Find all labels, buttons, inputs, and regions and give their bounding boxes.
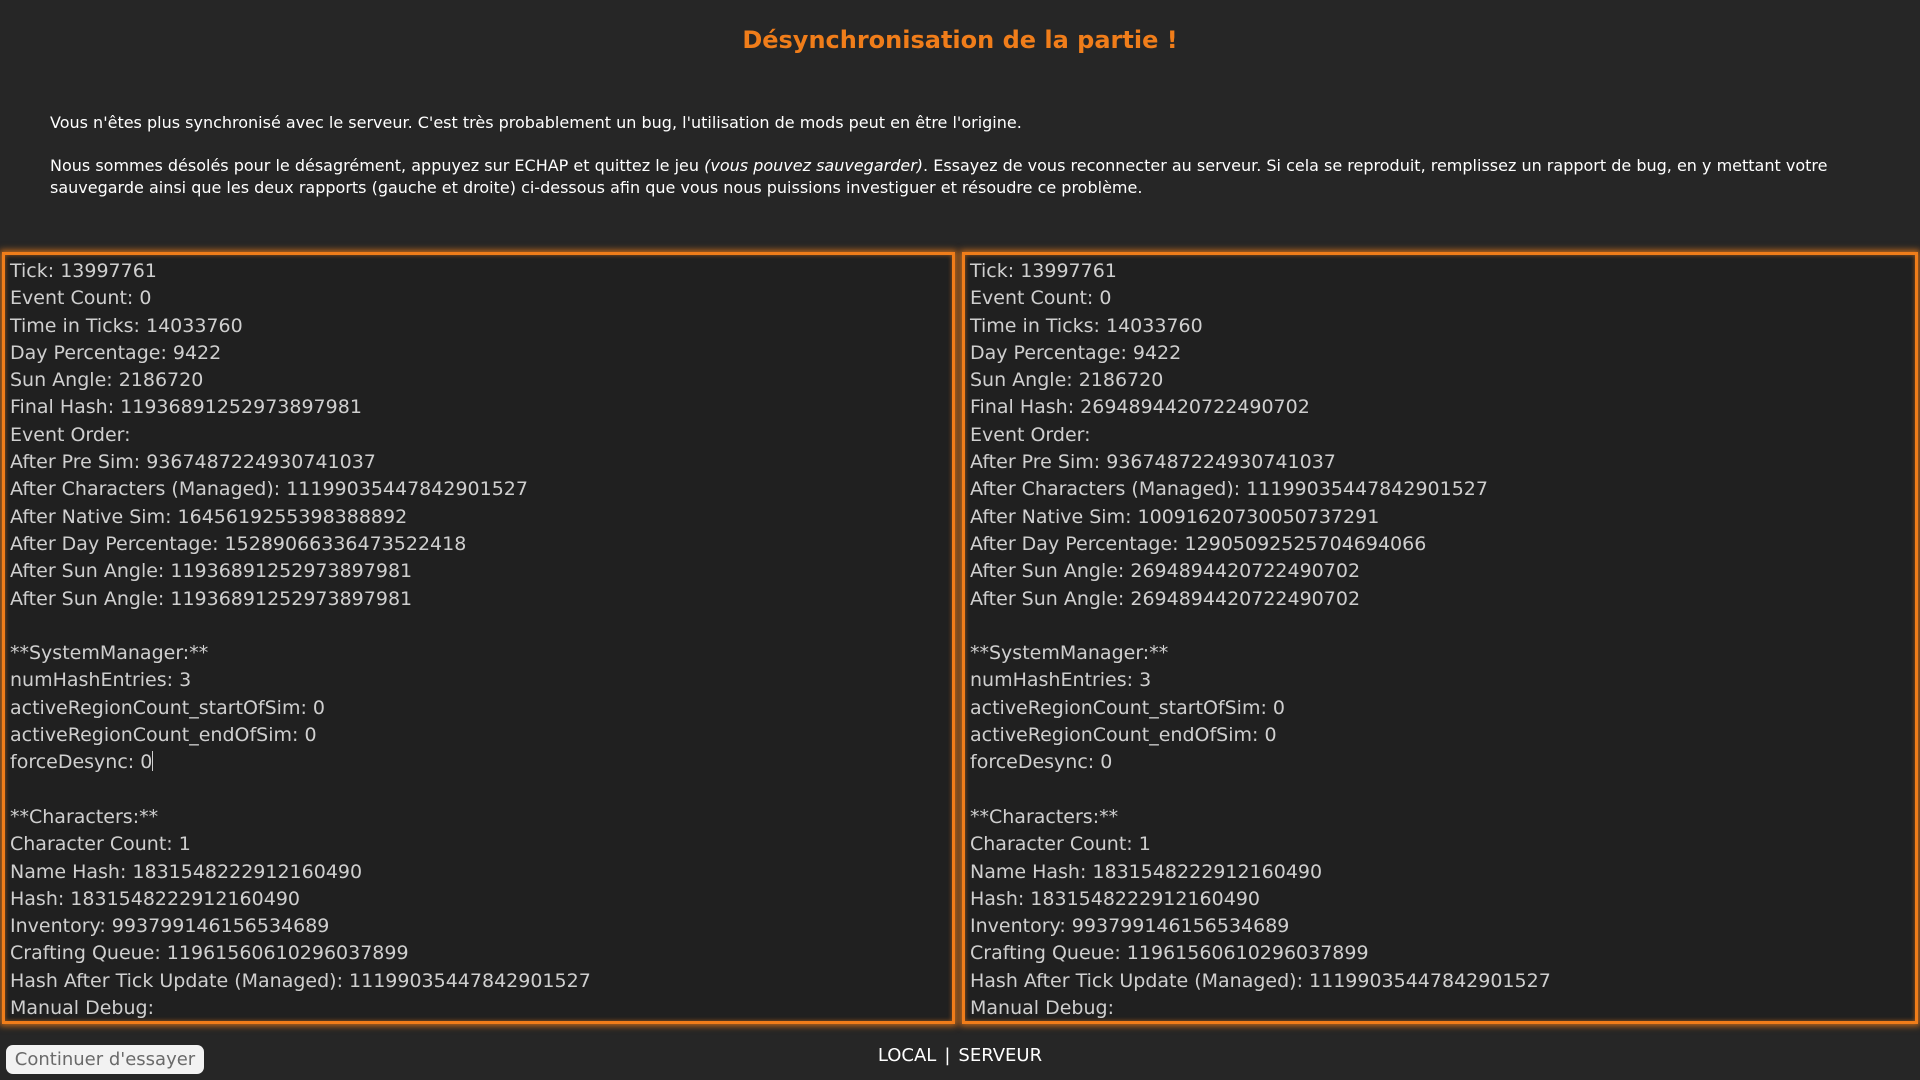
report-line: Tick: 13997761 xyxy=(10,260,157,282)
report-line: Final Hash: 11936891252973897981 xyxy=(10,396,362,419)
report-line: Event Count: 0 xyxy=(10,287,152,310)
report-line: Sun Angle: 2186720 xyxy=(970,369,1164,392)
report-line: Character Count: 1 xyxy=(970,833,1151,856)
server-report-text[interactable] xyxy=(965,255,1915,1022)
report-line: Manual Debug: xyxy=(970,997,1114,1020)
report-line: activeRegionCount_endOfSim: 0 xyxy=(10,724,317,747)
report-line xyxy=(10,613,952,640)
text-cursor xyxy=(152,751,153,771)
report-line: After Pre Sim: 9367487224930741037 xyxy=(970,451,1336,474)
report-line: Hash: 1831548222912160490 xyxy=(970,887,1260,910)
report-line: Name Hash: 1831548222912160490 xyxy=(10,860,363,883)
report-line: Character Count: 1 xyxy=(10,833,191,856)
report-line: After Sun Angle: 2694894420722490702 xyxy=(970,587,1361,610)
report-line: activeRegionCount_startOfSim: 0 xyxy=(970,696,1285,719)
report-line: Inventory: 993799146156534689 xyxy=(10,915,330,938)
local-report-text[interactable] xyxy=(5,255,952,1022)
instructions-text-end: . Essayez de vous reconnecter au serveur. Si cela se reproduit, remplissez un rapport de bug, en y mettant votre sauvegarde ainsi que les deux rapports (gauche et droite) ci-dessous afin que vous nous puissions investiguer et résoudre ce problème. xyxy=(50,156,1828,197)
desync-instructions xyxy=(50,155,1880,199)
report-line: Hash After Tick Update (Managed): 11199035447842901527 xyxy=(10,969,591,992)
report-line: forceDesync: 0 xyxy=(970,751,1113,774)
report-line: numHashEntries: 3 xyxy=(10,669,192,692)
instructions-save-note: (vous pouvez sauvegarder) xyxy=(704,156,924,175)
report-line: After Day Percentage: 15289066336473522418 xyxy=(10,532,467,555)
report-line: Hash: 1831548222912160490 xyxy=(10,887,300,910)
report-line: After Sun Angle: 11936891252973897981 xyxy=(10,560,413,583)
report-line: **Characters:** xyxy=(10,805,159,828)
report-line: After Sun Angle: 2694894420722490702 xyxy=(970,560,1361,583)
report-line: After Native Sim: 10091620730050737291 xyxy=(970,505,1380,528)
report-line: Day Percentage: 9422 xyxy=(10,341,222,364)
report-line: After Pre Sim: 9367487224930741037 xyxy=(10,451,376,474)
report-line: Crafting Queue: 11961560610296037899 xyxy=(970,942,1369,965)
report-line: forceDesync: 0 xyxy=(10,751,153,774)
tab-separator: | xyxy=(944,1045,951,1066)
report-line: numHashEntries: 3 xyxy=(970,669,1152,692)
report-line: After Characters (Managed): 11199035447842901527 xyxy=(10,478,528,501)
report-line xyxy=(10,777,952,804)
server-report-panel[interactable] xyxy=(962,252,1918,1024)
report-line: Sun Angle: 2186720 xyxy=(10,369,204,392)
report-line: Hash After Tick Update (Managed): 11199035447842901527 xyxy=(970,969,1551,992)
report-line: **SystemManager:** xyxy=(970,642,1169,665)
report-line: activeRegionCount_endOfSim: 0 xyxy=(970,724,1277,747)
instructions-text-start: Nous sommes désolés pour le désagrément, appuyez sur ECHAP et quittez le jeu xyxy=(50,156,705,175)
report-tabs xyxy=(0,1043,1920,1069)
report-line: Time in Ticks: 14033760 xyxy=(10,314,243,337)
report-line xyxy=(970,613,1915,640)
report-line: Inventory: 993799146156534689 xyxy=(970,915,1290,938)
report-line: After Characters (Managed): 11199035447842901527 xyxy=(970,478,1488,501)
report-line: After Day Percentage: 12905092525704694066 xyxy=(970,532,1427,555)
desync-message: Vous n'êtes plus synchronisé avec le serveur. C'est très probablement un bug, l'utilisation de mods peut en être l'origine. xyxy=(50,113,1022,132)
report-line: Time in Ticks: 14033760 xyxy=(970,314,1203,337)
report-line: After Sun Angle: 11936891252973897981 xyxy=(10,587,413,610)
continue-trying-button[interactable]: Continuer d'essayer xyxy=(6,1045,204,1074)
report-line: Final Hash: 2694894420722490702 xyxy=(970,396,1310,419)
report-line: Event Order: xyxy=(10,423,131,446)
local-report-panel[interactable] xyxy=(2,252,955,1024)
report-line: **Characters:** xyxy=(970,805,1119,828)
report-line: After Native Sim: 1645619255398388892 xyxy=(10,505,408,528)
report-line: Tick: 13997761 xyxy=(970,260,1117,282)
report-line: activeRegionCount_startOfSim: 0 xyxy=(10,696,325,719)
report-line xyxy=(970,777,1915,804)
report-line: Name Hash: 1831548222912160490 xyxy=(970,860,1323,883)
report-line: **SystemManager:** xyxy=(10,642,209,665)
report-line: Event Count: 0 xyxy=(970,287,1112,310)
page-title: Désynchronisation de la partie ! xyxy=(742,26,1178,54)
report-line: Day Percentage: 9422 xyxy=(970,341,1182,364)
report-line: Crafting Queue: 11961560610296037899 xyxy=(10,942,409,965)
tab-local[interactable]: LOCAL xyxy=(877,1045,937,1066)
report-line: Manual Debug: xyxy=(10,997,154,1020)
report-line: Event Order: xyxy=(970,423,1091,446)
tab-server[interactable]: SERVEUR xyxy=(958,1045,1043,1066)
